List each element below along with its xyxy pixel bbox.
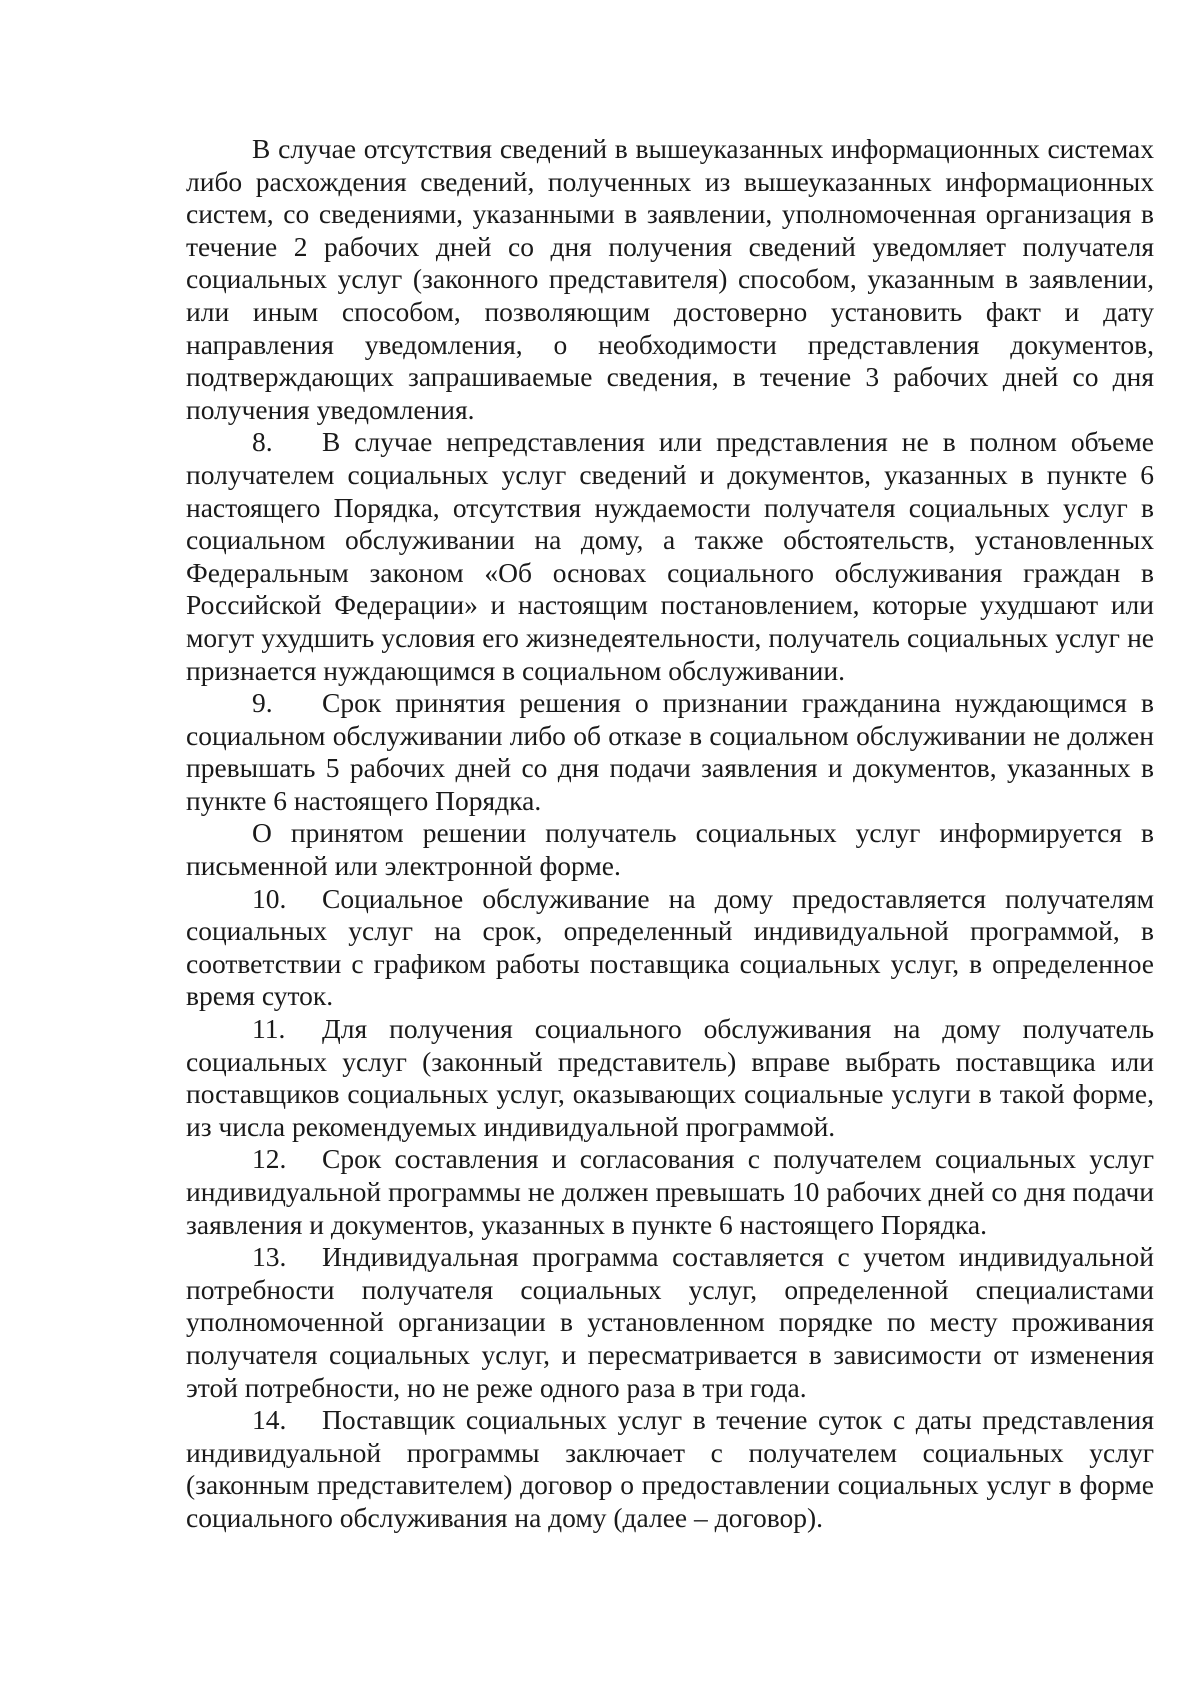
paragraph-text: Поставщик социальных услуг в течение суток с даты представления индивидуальной программы заключает с получателем социальных услуг (законным представителем) договор о предоставлении социальных услуг в форме социального обслуживания на дому (далее – договор). [186,1404,1154,1533]
paragraph-8 [186,426,1154,687]
paragraph-decision-info [186,817,1154,882]
paragraph-text: В случае непредставления или представления не в полном объеме получателем социальных услуг сведений и документов, указанных в пункте 6 настоящего Порядка, отсутствия нуждаемости получателя социальных услуг в социальном обслуживании на дому, а также обстоятельств, установленных Федеральным законом «Об основах социального обслуживания граждан в Российской Федерации» и настоящим постановлением, которые ухудшают или могут ухудшить условия его жизнедеятельности, получатель социальных услуг не признается нуждающимся в социальном обслуживании. [186,426,1154,686]
paragraph-text: Срок принятия решения о признании гражданина нуждающимся в социальном обслуживании либо об отказе в социальном обслуживании не должен превышать 5 рабочих дней со дня подачи заявления и документов, указанных в пункте 6 настоящего Порядка. [186,687,1154,816]
paragraph-text: Социальное обслуживание на дому предоставляется получателям социальных услуг на срок, определенный индивидуальной программой, в соответствии с графиком работы поставщика социальных услуг, в определенное время суток. [186,882,1154,1012]
paragraph-14 [186,1404,1154,1534]
paragraph-text: Для получения социального обслуживания на дому получатель социальных услуг (законный представитель) вправе выбрать поставщика или поставщиков социальных услуг, оказывающих социальные услуги в такой форме, из числа рекомендуемых индивидуальной программой. [186,1013,1154,1142]
paragraph-13 [186,1241,1154,1404]
document-body [186,133,1154,1535]
paragraph-intro [186,133,1154,426]
paragraph-number: 10. [252,882,287,914]
paragraph-number: 12. [252,1143,287,1175]
paragraph-9 [186,687,1154,817]
paragraph-10 [186,883,1154,1013]
paragraph-number: 8. [252,426,273,458]
paragraph-11 [186,1013,1154,1143]
paragraph-number: 9. [252,687,273,719]
paragraph-number: 13. [252,1241,287,1273]
paragraph-number: 11. [252,1013,286,1045]
paragraph-text: Индивидуальная программа составляется с учетом индивидуальной потребности получателя социальных услуг, определенной специалистами уполномоченной организации в установленном порядке по месту проживания получателя социальных услуг, и пересматривается в зависимости от изменения этой потребности, но не реже одного раза в три года. [186,1241,1154,1403]
paragraph-number: 14. [252,1404,287,1436]
paragraph-text: В случае отсутствия сведений в вышеуказанных информационных системах либо расхождения сведений, полученных из вышеуказанных информационных систем, со сведениями, указанными в заявлении, уполномоченная организация в течение 2 рабочих дней со дня получения сведений уведомляет получателя социальных услуг (законного представителя) способом, указанным в заявлении, или иным способом, позволяющим достоверно установить факт и дату направления уведомления, о необходимости представления документов, подтверждающих запрашиваемые сведения, в течение 3 рабочих дней со дня получения уведомления. [186,133,1154,425]
paragraph-text: Срок составления и согласования с получателем социальных услуг индивидуальной программы не должен превышать 10 рабочих дней со дня подачи заявления и документов, указанных в пункте 6 настоящего Порядка. [186,1143,1154,1240]
paragraph-text: О принятом решении получатель социальных услуг информируется в письменной или электронной форме. [186,817,1154,882]
paragraph-12 [186,1143,1154,1241]
